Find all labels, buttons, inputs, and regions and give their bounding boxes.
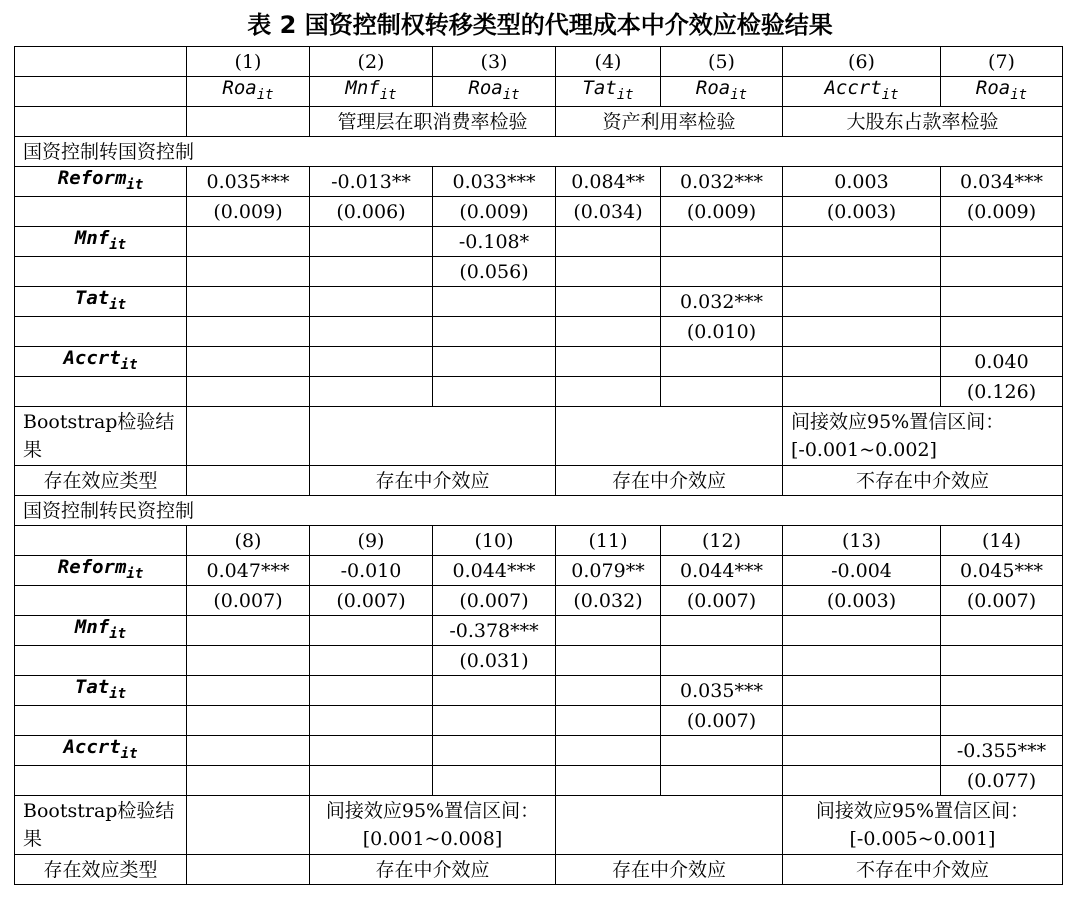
table-row: [15, 377, 1063, 407]
column-number-row: [15, 47, 1063, 77]
se-cell: (0.077): [941, 766, 1063, 796]
bootstrap-label: Bootstrap检验结果: [15, 407, 187, 466]
col-num: (9): [310, 526, 433, 556]
coef-cell: -0.108*: [433, 227, 556, 257]
row-label: Tat$_{it}$: [15, 676, 187, 706]
dep-var: Accrt$_{it}$: [783, 77, 941, 107]
coef-cell: -0.013**: [310, 167, 433, 197]
results-table: [14, 46, 1063, 885]
coef-cell: 0.035***: [661, 676, 783, 706]
dep-var: Roa$_{it}$: [941, 77, 1063, 107]
effect-label: 存在效应类型: [15, 855, 187, 885]
bootstrap-cell: 间接效应95%置信区间： [0.001~0.008]: [310, 796, 556, 855]
se-cell: (0.007): [187, 586, 310, 616]
coef-cell: 0.044***: [661, 556, 783, 586]
coef-cell: 0.079**: [556, 556, 661, 586]
table-row: [15, 317, 1063, 347]
bootstrap-cell: [556, 796, 783, 855]
table-row: [15, 227, 1063, 257]
bootstrap-row: [15, 407, 1063, 466]
bootstrap-label: Bootstrap检验结果: [15, 796, 187, 855]
coef-cell: 0.084**: [556, 167, 661, 197]
se-cell: (0.009): [941, 197, 1063, 227]
se-cell: (0.009): [433, 197, 556, 227]
effect-cell: 存在中介效应: [556, 466, 783, 496]
bootstrap-cell: 间接效应95%置信区间：[-0.001~0.002]: [783, 407, 1063, 466]
se-cell: (0.034): [556, 197, 661, 227]
se-cell: (0.007): [433, 586, 556, 616]
col-num: (14): [941, 526, 1063, 556]
col-num: (7): [941, 47, 1063, 77]
dep-var: Tat$_{it}$: [556, 77, 661, 107]
dep-var: Mnf$_{it}$: [310, 77, 433, 107]
panel-a-header-row: [15, 137, 1063, 167]
col-num: (10): [433, 526, 556, 556]
table-row: [15, 646, 1063, 676]
col-num: (4): [556, 47, 661, 77]
table-row: [15, 736, 1063, 766]
dep-var: Roa$_{it}$: [187, 77, 310, 107]
se-cell: (0.007): [310, 586, 433, 616]
panel-b-header: 国资控制转民资控制: [15, 496, 1063, 526]
test-label: 管理层在职消费率检验: [310, 107, 556, 137]
test-label: 大股东占款率检验: [783, 107, 1063, 137]
coef-cell: 0.035***: [187, 167, 310, 197]
se-cell: (0.126): [941, 377, 1063, 407]
se-cell: (0.009): [661, 197, 783, 227]
dependent-variable-row: [15, 77, 1063, 107]
coef-cell: 0.040: [941, 347, 1063, 377]
effect-cell: 存在中介效应: [310, 466, 556, 496]
coef-cell: -0.010: [310, 556, 433, 586]
bootstrap-row: [15, 796, 1063, 855]
test-type-row: [15, 107, 1063, 137]
se-cell: (0.009): [187, 197, 310, 227]
se-cell: (0.003): [783, 586, 941, 616]
col-num: (2): [310, 47, 433, 77]
bootstrap-cell: [310, 407, 556, 466]
row-label: Tat$_{it}$: [15, 287, 187, 317]
table-row: [15, 706, 1063, 736]
row-label: Accrt$_{it}$: [15, 736, 187, 766]
effect-cell: 不存在中介效应: [783, 466, 1063, 496]
coef-cell: 0.032***: [661, 167, 783, 197]
se-cell: (0.010): [661, 317, 783, 347]
coef-cell: 0.032***: [661, 287, 783, 317]
panel-b-header-row: [15, 496, 1063, 526]
row-label: Mnf$_{it}$: [15, 227, 187, 257]
table-row: [15, 287, 1063, 317]
effect-cell: 存在中介效应: [556, 855, 783, 885]
coef-cell: 0.047***: [187, 556, 310, 586]
panel-a-header: 国资控制转国资控制: [15, 137, 1063, 167]
effect-cell: 不存在中介效应: [783, 855, 1063, 885]
coef-cell: -0.004: [783, 556, 941, 586]
se-cell: (0.006): [310, 197, 433, 227]
coef-cell: 0.045***: [941, 556, 1063, 586]
test-label: 资产利用率检验: [556, 107, 783, 137]
se-cell: (0.007): [661, 586, 783, 616]
dep-var: Roa$_{it}$: [433, 77, 556, 107]
coef-cell: 0.033***: [433, 167, 556, 197]
effect-type-row: [15, 466, 1063, 496]
se-cell: (0.032): [556, 586, 661, 616]
col-num: (5): [661, 47, 783, 77]
col-num: (11): [556, 526, 661, 556]
col-num: (12): [661, 526, 783, 556]
se-cell: (0.007): [941, 586, 1063, 616]
table-row: [15, 257, 1063, 287]
coef-cell: 0.003: [783, 167, 941, 197]
dep-var: Roa$_{it}$: [661, 77, 783, 107]
table-row: [15, 167, 1063, 197]
row-label: Reform$_{it}$: [15, 167, 187, 197]
col-num: (1): [187, 47, 310, 77]
col-num: (8): [187, 526, 310, 556]
table-row: [15, 676, 1063, 706]
row-label: Accrt$_{it}$: [15, 347, 187, 377]
table-row: [15, 766, 1063, 796]
coef-cell: -0.355***: [941, 736, 1063, 766]
effect-cell: 存在中介效应: [310, 855, 556, 885]
table-row: [15, 347, 1063, 377]
col-num: (6): [783, 47, 941, 77]
se-cell: (0.031): [433, 646, 556, 676]
table-row: [15, 197, 1063, 227]
row-label: Reform$_{it}$: [15, 556, 187, 586]
coef-cell: 0.044***: [433, 556, 556, 586]
coef-cell: -0.378***: [433, 616, 556, 646]
se-cell: (0.056): [433, 257, 556, 287]
bootstrap-cell: [556, 407, 783, 466]
coef-cell: 0.034***: [941, 167, 1063, 197]
bootstrap-cell: 间接效应95%置信区间： [-0.005~0.001]: [783, 796, 1063, 855]
row-label: Mnf$_{it}$: [15, 616, 187, 646]
table-row: [15, 556, 1063, 586]
table-title: 表 2 国资控制权转移类型的代理成本中介效应检验结果: [247, 11, 833, 39]
se-cell: (0.003): [783, 197, 941, 227]
se-cell: (0.007): [661, 706, 783, 736]
table-row: [15, 616, 1063, 646]
effect-type-row: [15, 855, 1063, 885]
column-number-row: [15, 526, 1063, 556]
effect-label: 存在效应类型: [15, 466, 187, 496]
table-row: [15, 586, 1063, 616]
col-num: (3): [433, 47, 556, 77]
col-num: (13): [783, 526, 941, 556]
